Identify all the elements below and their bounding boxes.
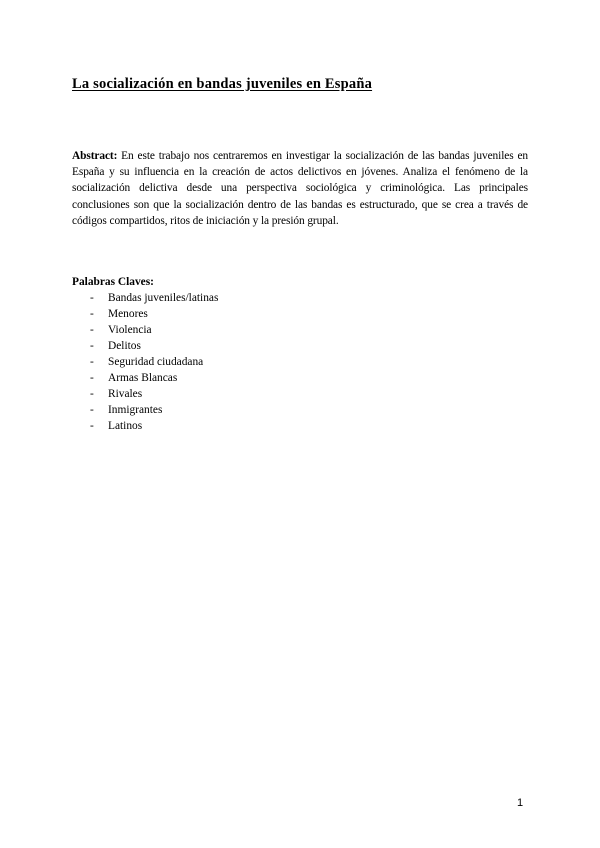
list-item [72,370,528,386]
document-title: La socialización en bandas juveniles en España [72,76,373,92]
list-bullet: - [90,308,94,320]
keyword-label: Violencia [108,324,152,336]
keyword-label: Seguridad ciudadana [108,356,204,368]
page-number: 1 [517,797,524,809]
list-item [72,402,528,418]
list-bullet: - [90,324,94,336]
keyword-label: Delitos [108,340,141,352]
abstract-paragraph [72,148,528,229]
list-item [72,386,528,402]
keywords-heading: Palabras Claves: [72,276,154,288]
keyword-label: Menores [108,308,148,320]
keyword-label: Rivales [108,388,143,400]
keyword-label: Inmigrantes [108,404,163,416]
list-item [72,290,528,306]
abstract-body: En este trabajo nos centraremos en investigar la socialización de las bandas juveniles en España y su influencia en la creación de actos delictivos en jóvenes. Analiza el fenómeno de la socialización delictiva desde una perspectiva sociológica y criminológica. Las principales conclusiones son que la socialización dentro de las bandas es estructurado, que se crea a través de códigos compartidos, ritos de iniciación y la presión grupal. [72,150,528,227]
list-item [72,322,528,338]
list-bullet: - [90,404,94,416]
keywords-section [72,274,528,434]
list-bullet: - [90,356,94,368]
list-bullet: - [90,388,94,400]
list-item [72,418,528,434]
keyword-label: Latinos [108,420,143,432]
list-bullet: - [90,340,94,352]
list-bullet: - [90,372,94,384]
list-item [72,354,528,370]
list-item [72,338,528,354]
list-bullet: - [90,292,94,304]
list-item [72,306,528,322]
keyword-label: Armas Blancas [108,372,178,384]
keywords-list [72,290,528,434]
abstract-lead: Abstract: [72,150,118,162]
keyword-label: Bandas juveniles/latinas [108,292,219,304]
list-bullet: - [90,420,94,432]
